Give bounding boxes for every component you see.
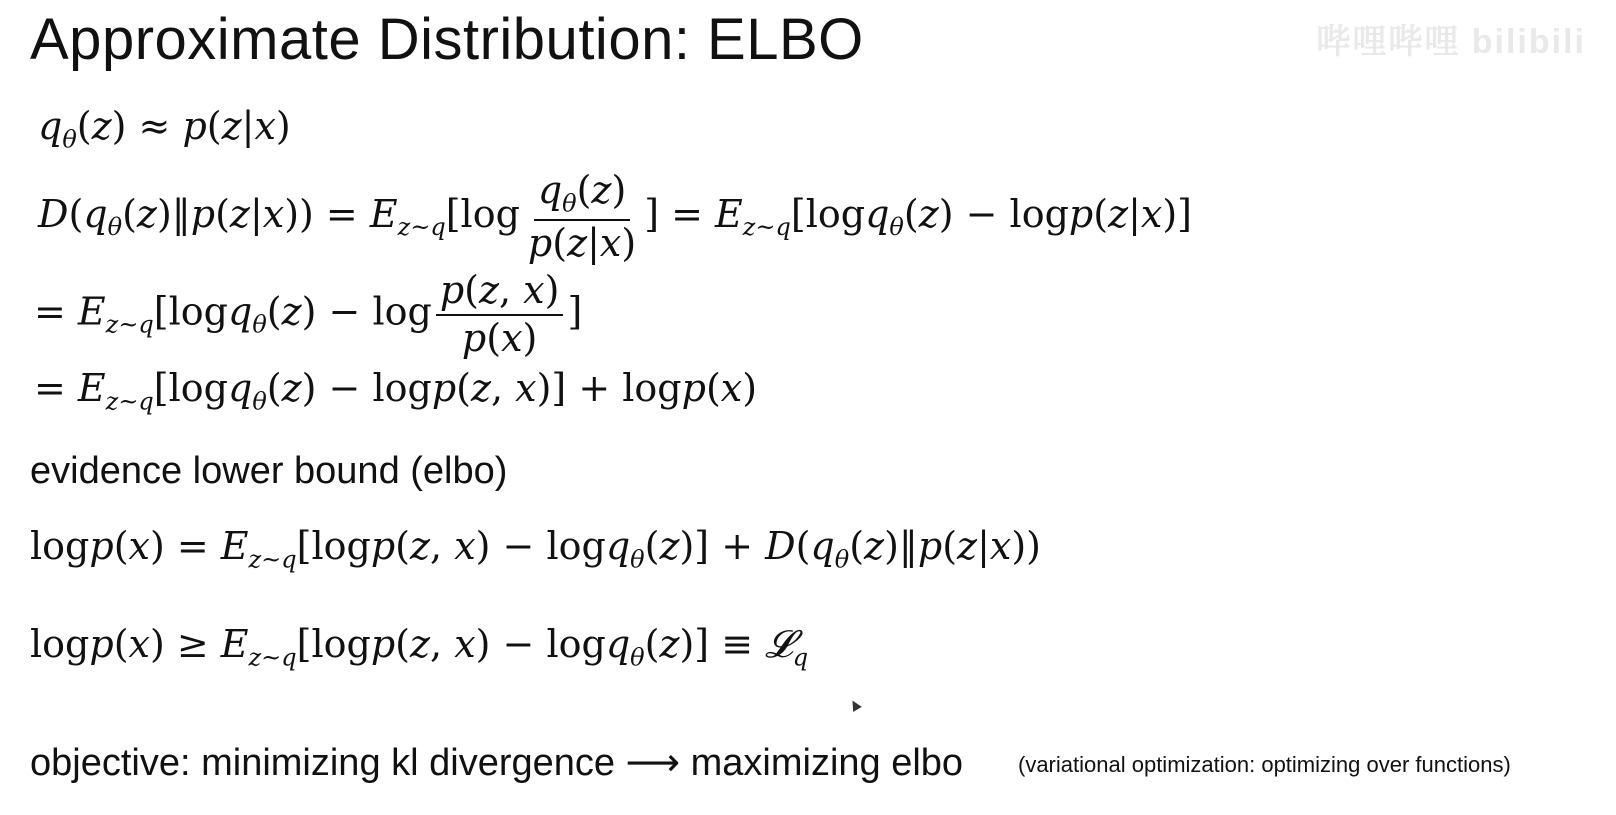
elbo-section-label: evidence lower bound (elbo) bbox=[30, 450, 508, 492]
equation-elbo-bound: $\log p(x) \ge E_{z\sim q}[\log p(z$, x) − logq$_\theta$(z)] ≡ 𝓛$_q$ bbox=[30, 622, 809, 672]
mouse-cursor-icon bbox=[848, 698, 862, 712]
equation-kl-divergence: $D(q_\theta(z)‖p(z|x)) = E_{z\sim q}[\log$ $\frac{q_\theta(z)}{p(z|x)}$ ] = $E_{z\sim q}[\log q_\theta(z) - \log p(z|x)]$ bbox=[38, 168, 1192, 265]
equation-approximation: $q_\theta(z) \approx p(z|x)$ bbox=[38, 104, 291, 154]
equation-expansion-1: = $E_{z\sim q}[\log q_\theta(z) - \log$ $\frac{p(z, x)}{p(x)}$ ] bbox=[34, 268, 583, 360]
equation-log-evidence: $\log p(x) = E_{z\sim q}[\log p(z$, $x) - \log q_\theta(z)] + D(q_\theta(z)‖p(z|x))$ bbox=[30, 524, 1041, 574]
slide-title: Approximate Distribution: ELBO bbox=[30, 7, 864, 72]
bilibili-watermark: 哔哩哔哩 bilibili bbox=[1316, 23, 1586, 61]
equation-expansion-2: = $E_{z\sim q}[\log q_\theta(z) - \log p(z$, x)] + logp(x) bbox=[34, 366, 758, 416]
objective-statement: objective: minimizing kl divergence ⟶ maximizing elbo bbox=[30, 742, 964, 784]
variational-note: (variational optimization: optimizing over functions) bbox=[1018, 752, 1511, 777]
